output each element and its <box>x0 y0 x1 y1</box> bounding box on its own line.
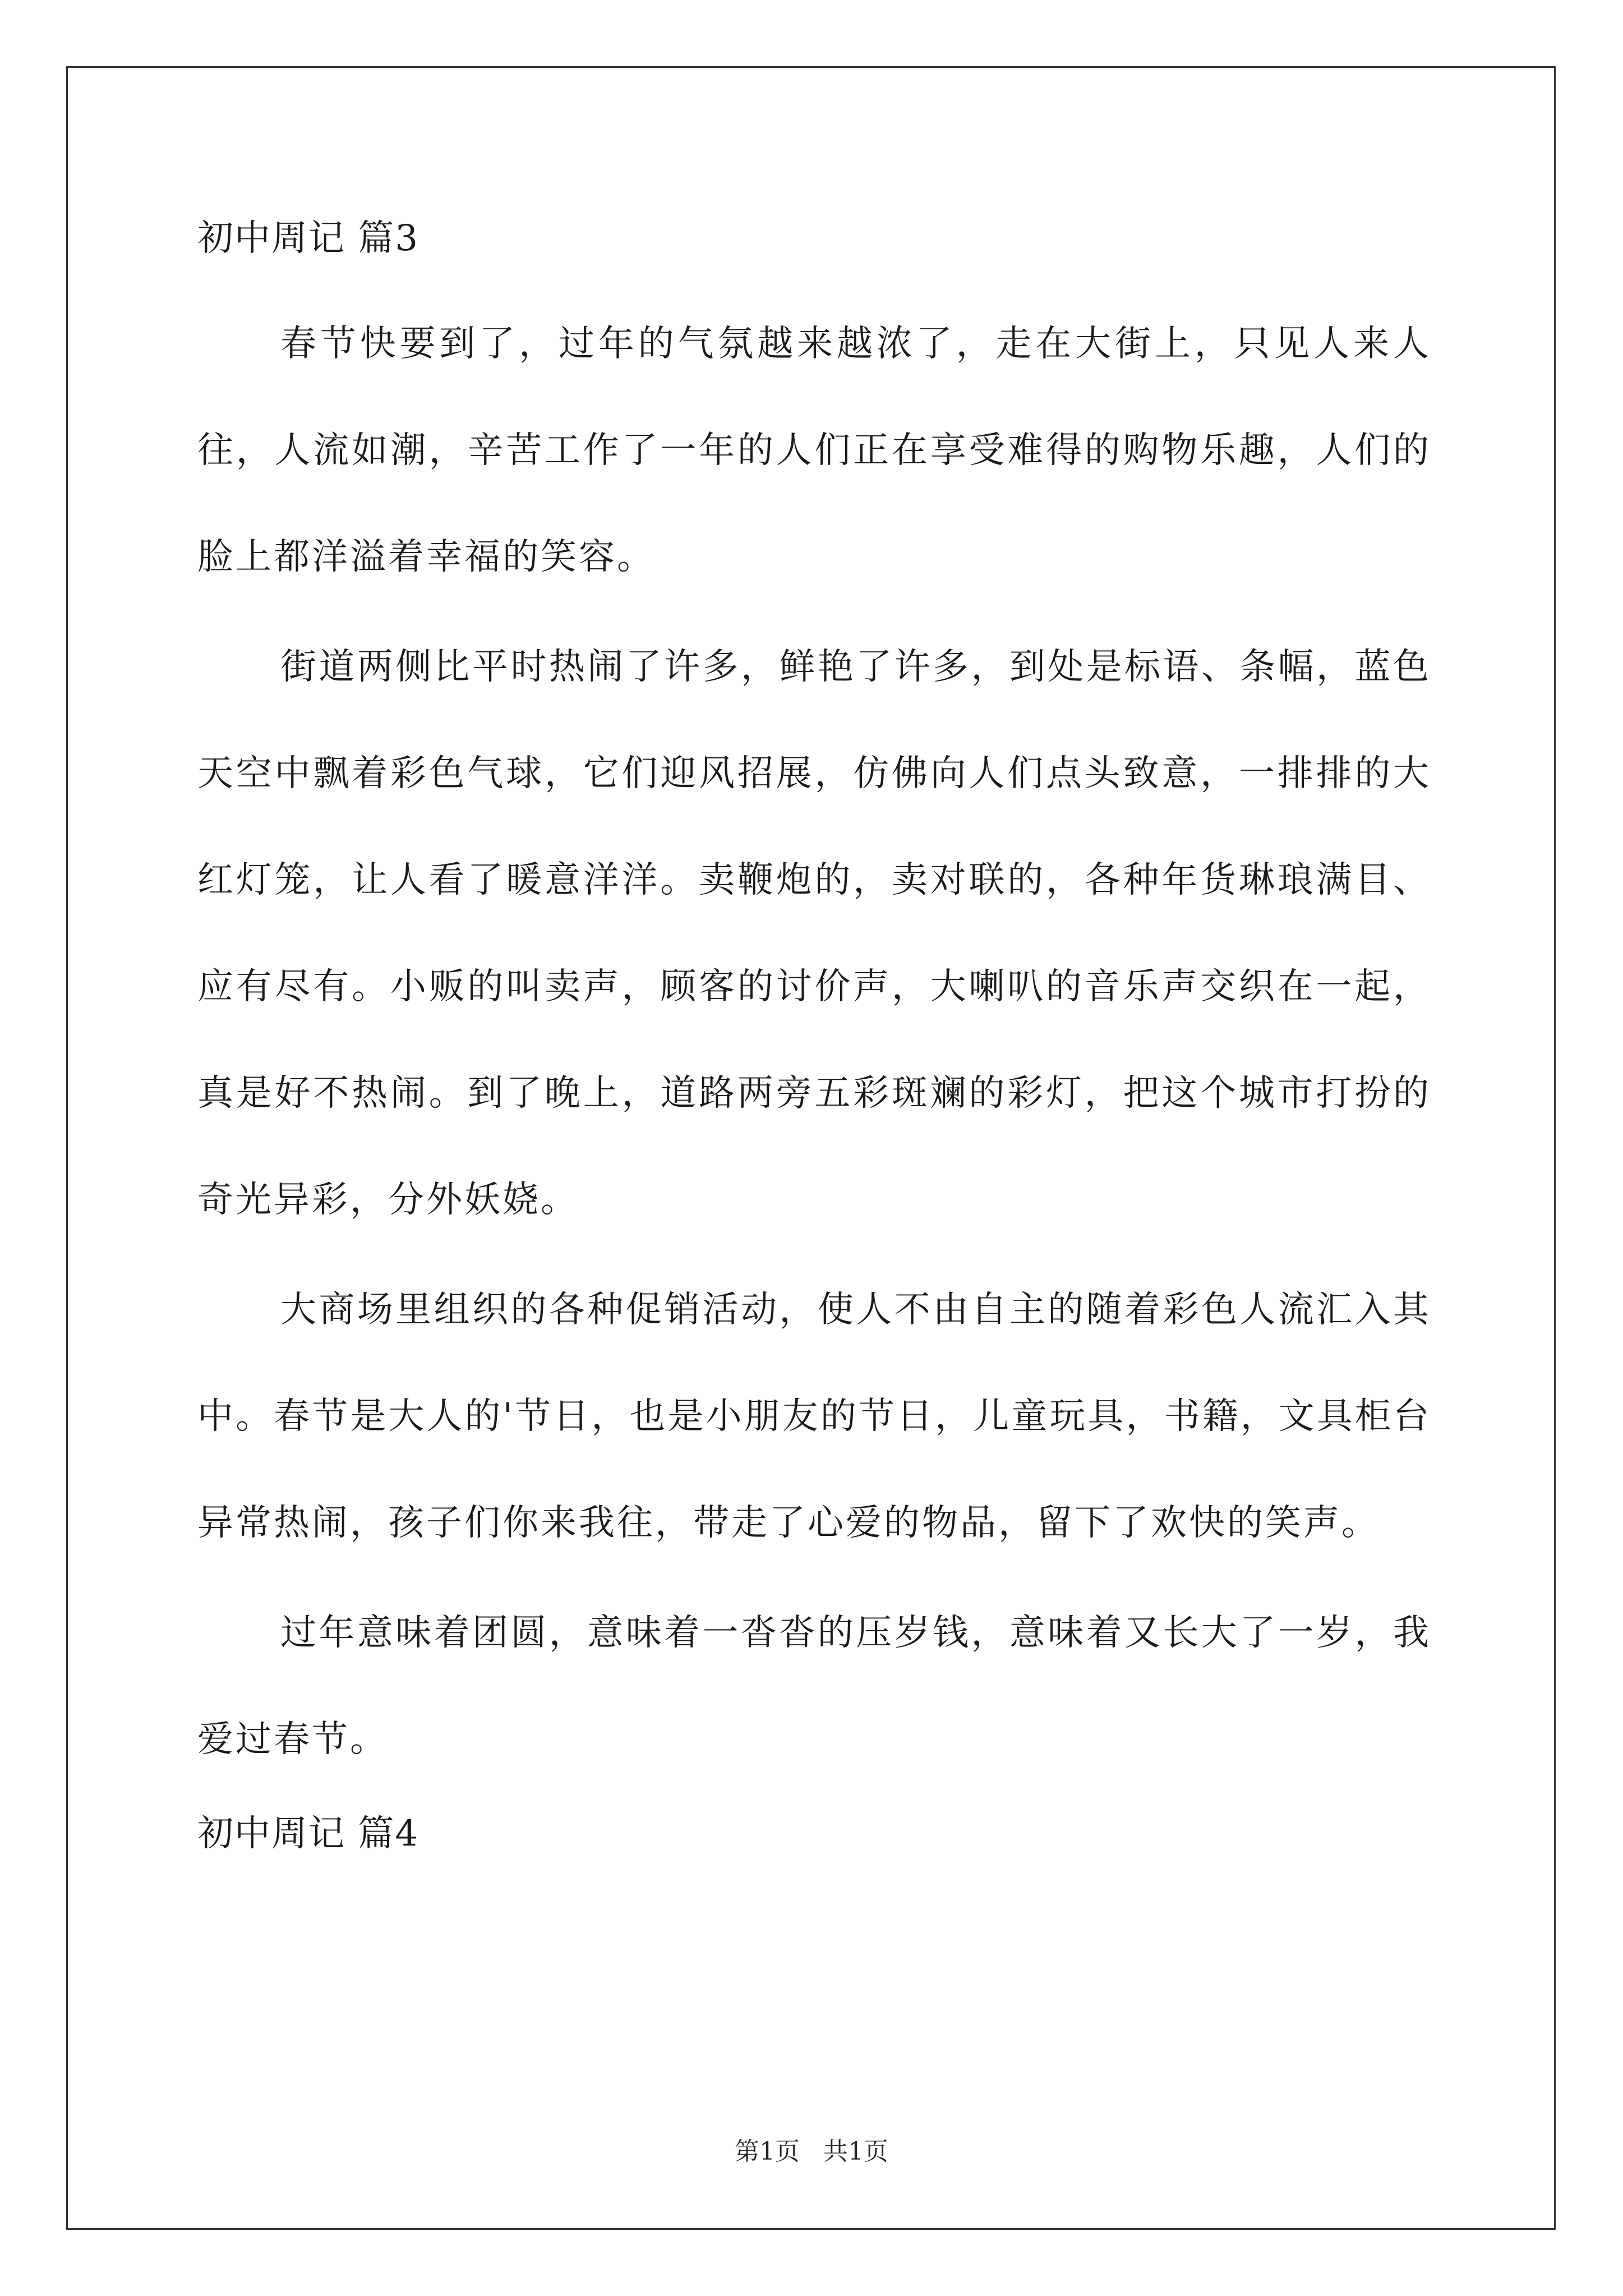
paragraph: 过年意味着团圆，意味着一沓沓的压岁钱，意味着又长大了一岁，我爱过春节。 <box>197 1612 1431 1760</box>
section-title: 初中周记 篇4 <box>197 1813 419 1855</box>
paragraph: 春节快要到了，过年的气氛越来越浓了，走在大街上，只见人来人往，人流如潮，辛苦工作了一年的人们正在享受难得的购物乐趣，人们的脸上都洋溢着幸福的笑容。 <box>197 323 1431 578</box>
section-title: 初中周记 篇3 <box>197 218 419 259</box>
page-total: 共1页 <box>823 2137 888 2166</box>
paragraph: 大商场里组织的各种促销活动，使人不由自主的随着彩色人流汇入其中。春节是大人的'节日，也是小朋友的节日，儿童玩具，书籍，文具柜台异常热闹，孩子们你来我往，带走了心爱的物品，留下了欢快的笑声。 <box>197 1289 1431 1544</box>
page-number: 第1页 <box>735 2137 800 2166</box>
paragraph: 街道两侧比平时热闹了许多，鲜艳了许多，到处是标语、条幅，蓝色天空中飘着彩色气球，它们迎风招展，仿佛向人们点头致意，一排排的大红灯笼，让人看了暖意洋洋。卖鞭炮的，卖对联的，各种年货琳琅满目、应有尽有。小贩的叫卖声，顾客的讨价声，大喇叭的音乐声交织在一起，真是好不热闹。到了晚上，道路两旁五彩斑斓的彩灯，把这个城市打扮的奇光异彩，分外妖娆。 <box>197 646 1431 1221</box>
document-body <box>197 213 1431 1859</box>
page-footer <box>0 2135 1623 2169</box>
